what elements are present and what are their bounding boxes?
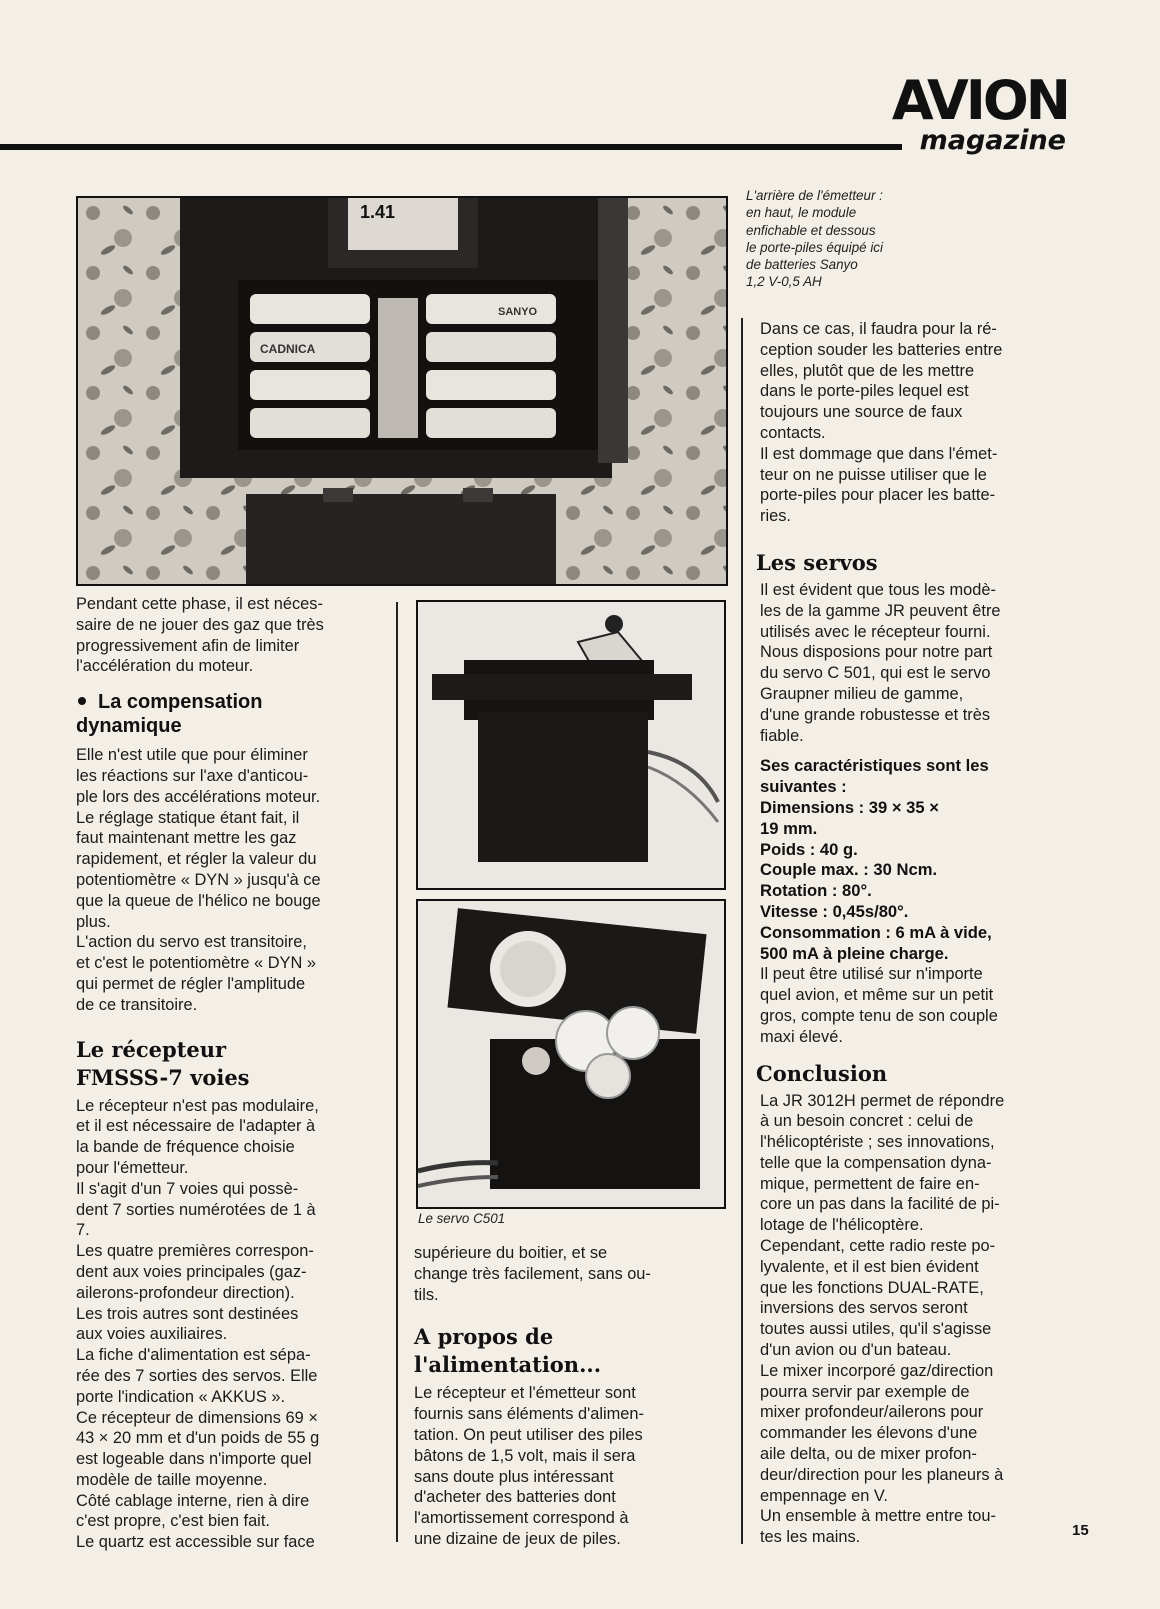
servo-photo-assembled bbox=[416, 600, 726, 890]
masthead-rule bbox=[0, 144, 902, 150]
module-label-text: 1.41 bbox=[360, 202, 396, 222]
column-3 bbox=[756, 319, 1066, 1548]
compensation-paragraph: Elle n'est utile que pour éliminer les réactions sur l'axe d'anticou- ple lors des accélérations moteur. Le réglage statique étant fait, il faut maintenant mettre les gaz rapidement, et régler la valeur du potentiomètre « DYN » jusqu'à ce que la queue de l'hélico ne bouge plus. L'action du servo est transitoire, et c'est le potentiomètre « DYN » qui permet de régler l'amplitude de ce transitoire. bbox=[76, 746, 321, 1014]
batteries-paragraph: Dans ce cas, il faudra pour la ré- ception souder les batteries entre elles, plutôt que de les mettre dans le porte-piles lequel est toujours une source de faux contacts. Il est dommage que dans l'émet- teur on ne puisse utiliser que le porte-piles pour placer les batte- ries. bbox=[760, 320, 1003, 526]
battery-label-sanyo: SANYO bbox=[498, 306, 538, 318]
column-1 bbox=[76, 594, 384, 1553]
servo-photo-caption: Le servo C501 bbox=[418, 1211, 506, 1226]
heading-alimentation: A propos de l'alimentation... bbox=[414, 1324, 602, 1378]
masthead-logo-avion: AVION bbox=[891, 69, 1068, 132]
recepteur-paragraph: Le récepteur n'est pas modulaire, et il est nécessaire de l'adapter à la bande de fréquence choisie pour l'émetteur. Il s'agit d'un 7 voies qui possè- dent 7 sorties numérotées de 1 à 7. Les quatre premières correspon- dent aux voies principales (gaz- ailerons-profondeur direction). Les trois autres sont destinées aux voies auxiliaires. La fiche d'alimentation est sépa- rée des 7 sorties des servos. Elle porte l'indication « AKKUS ». Ce récepteur de dimensions 69 × 43 × 20 mm et d'un poids de 55 g est logeable dans n'importe quel modèle de taille moyenne. Côté cablage interne, rien à dire c'est propre, c'est bien fait. Le quartz est accessible sur face bbox=[76, 1096, 320, 1552]
masthead-logo-magazine: magazine bbox=[919, 125, 1066, 156]
heading-recepteur: Le récepteur FMSSS-7 voies bbox=[76, 1036, 250, 1090]
heading-conclusion: Conclusion bbox=[756, 1060, 888, 1086]
column-divider-2 bbox=[741, 318, 743, 1544]
heading-compensation-dynamique: La compensation dynamique bbox=[76, 691, 263, 738]
battery-label-cadnica: CADNICA bbox=[260, 342, 316, 356]
bullet-icon bbox=[78, 697, 86, 705]
intro-paragraph: Pendant cette phase, il est néces- saire de ne jouer des gaz que très progressivement afin de limiter l'accélération du moteur. bbox=[76, 595, 324, 676]
top-photo-caption: L'arrière de l'émetteur : en haut, le module enfichable et dessous le porte-piles équipé ici de batteries Sanyo 1,2 V-0,5 AH bbox=[746, 188, 883, 290]
column-divider-1 bbox=[396, 602, 398, 1542]
servo-usage-paragraph: Il peut être utilisé sur n'importe quel avion, et même sur un petit gros, compte tenu de son couple maxi élevé. bbox=[760, 965, 998, 1046]
servo-photo-open bbox=[416, 899, 726, 1209]
quartz-continuation: supérieure du boitier, et se change très facilement, sans ou- tils. bbox=[414, 1244, 651, 1304]
alimentation-paragraph: Le récepteur et l'émetteur sont fournis sans éléments d'alimen- tation. On peut utiliser des piles bâtons de 1,5 volt, mais il sera sans doute plus intéressant d'acheter des batteries dont l'amortissement correspond à une dizaine de jeux de piles. bbox=[414, 1384, 644, 1548]
conclusion-paragraph: La JR 3012H permet de répondre à un besoin concret : celui de l'hélicoptériste ; ses innovations, telle que la compensation dyna- mique, permettent de faire en- core un pas dans la facilité de pi- lotage de l'hélicoptère. Cependant, cette radio reste po- lyvalente, et il est bien évident que les fonctions DUAL-RATE, inversions des servos seront toutes aussi utiles, qu'il s'agisse d'un avion ou d'un bateau. Le mixer incorporé gaz/direction pourra servir par exemple de mixer profondeur/ailerons pour commander les élevons d'une aile delta, ou de mixer profon- deur/direction pour les planeurs à empennage en V. Un ensemble à mettre entre tou- tes les mains. bbox=[760, 1091, 1005, 1547]
heading-servos: Les servos bbox=[756, 549, 878, 575]
transmitter-battery-photo bbox=[76, 196, 728, 586]
servo-specifications: Ses caractéristiques sont les suivantes : Dimensions : 39 × 35 × 19 mm. Poids : 40 g. Couple max. : 30 Ncm. Rotation : 80°. Vitesse : 0,45s/80°. Consommation : 6 mA à vide, 500 mA à pleine charge. bbox=[760, 756, 992, 963]
column-2 bbox=[414, 1243, 722, 1550]
servos-paragraph: Il est évident que tous les modè- les de la gamme JR peuvent être utilisés avec le récepteur fourni. Nous disposions pour notre part du servo C 501, qui est le servo Graupner milieu de gamme, d'une grande robustesse et très fiable. bbox=[760, 580, 1001, 745]
page-number: 15 bbox=[1072, 1522, 1089, 1539]
